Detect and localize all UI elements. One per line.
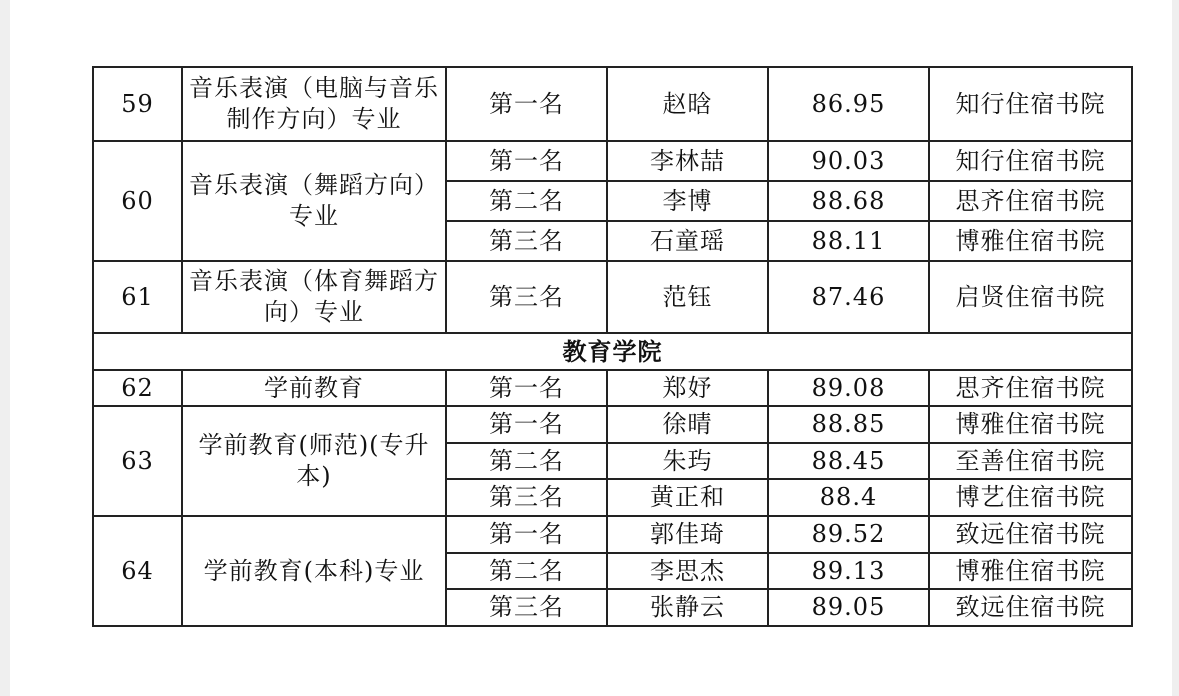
college-cell: 博艺住宿书院 — [929, 479, 1132, 516]
rank-cell: 第一名 — [446, 67, 607, 141]
table-row — [93, 370, 1132, 406]
college-cell: 博雅住宿书院 — [929, 406, 1132, 443]
score-cell: 88.45 — [768, 443, 929, 479]
college-cell: 知行住宿书院 — [929, 141, 1132, 181]
major-name: 音乐表演（电脑与音乐制作方向）专业 — [182, 67, 446, 141]
score-cell: 86.95 — [768, 67, 929, 141]
rank-cell: 第三名 — [446, 589, 607, 626]
score-cell: 88.4 — [768, 479, 929, 516]
college-cell: 启贤住宿书院 — [929, 261, 1132, 333]
row-number: 63 — [93, 406, 182, 516]
major-name: 音乐表演（舞蹈方向）专业 — [182, 141, 446, 261]
score-cell: 89.08 — [768, 370, 929, 406]
rank-cell: 第二名 — [446, 181, 607, 221]
college-cell: 思齐住宿书院 — [929, 181, 1132, 221]
section-row — [93, 333, 1132, 370]
score-cell: 89.52 — [768, 516, 929, 553]
student-name: 郑妤 — [607, 370, 768, 406]
rank-cell: 第二名 — [446, 443, 607, 479]
table-row — [93, 261, 1132, 333]
major-name: 音乐表演（体育舞蹈方向）专业 — [182, 261, 446, 333]
college-cell: 致远住宿书院 — [929, 589, 1132, 626]
rank-cell: 第二名 — [446, 553, 607, 589]
student-name: 李博 — [607, 181, 768, 221]
table-row — [93, 516, 1132, 553]
student-name: 徐晴 — [607, 406, 768, 443]
table-row — [93, 141, 1132, 181]
row-number: 60 — [93, 141, 182, 261]
score-cell: 88.85 — [768, 406, 929, 443]
student-name: 张静云 — [607, 589, 768, 626]
score-cell: 89.13 — [768, 553, 929, 589]
college-cell: 至善住宿书院 — [929, 443, 1132, 479]
table-row — [93, 406, 1132, 443]
student-name: 朱玙 — [607, 443, 768, 479]
rank-cell: 第一名 — [446, 141, 607, 181]
college-cell: 思齐住宿书院 — [929, 370, 1132, 406]
row-number: 62 — [93, 370, 182, 406]
score-cell: 90.03 — [768, 141, 929, 181]
rank-cell: 第一名 — [446, 370, 607, 406]
student-name: 李思杰 — [607, 553, 768, 589]
major-name: 学前教育(师范)(专升本) — [182, 406, 446, 516]
row-number: 59 — [93, 67, 182, 141]
student-name: 石童瑶 — [607, 221, 768, 261]
college-cell: 博雅住宿书院 — [929, 553, 1132, 589]
rank-cell: 第一名 — [446, 406, 607, 443]
major-name: 学前教育(本科)专业 — [182, 516, 446, 626]
score-cell: 88.11 — [768, 221, 929, 261]
score-cell: 88.68 — [768, 181, 929, 221]
score-cell: 89.05 — [768, 589, 929, 626]
college-cell: 致远住宿书院 — [929, 516, 1132, 553]
college-cell: 知行住宿书院 — [929, 67, 1132, 141]
student-name: 李林喆 — [607, 141, 768, 181]
rank-cell: 第三名 — [446, 221, 607, 261]
student-name: 赵晗 — [607, 67, 768, 141]
rank-cell: 第一名 — [446, 516, 607, 553]
student-name: 黄正和 — [607, 479, 768, 516]
rank-cell: 第三名 — [446, 261, 607, 333]
student-name: 范钰 — [607, 261, 768, 333]
award-table — [92, 66, 1133, 627]
rank-cell: 第三名 — [446, 479, 607, 516]
major-name: 学前教育 — [182, 370, 446, 406]
document-page — [10, 0, 1172, 696]
student-name: 郭佳琦 — [607, 516, 768, 553]
row-number: 61 — [93, 261, 182, 333]
table-row — [93, 67, 1132, 141]
college-cell: 博雅住宿书院 — [929, 221, 1132, 261]
row-number: 64 — [93, 516, 182, 626]
section-title: 教育学院 — [93, 333, 1132, 370]
score-cell: 87.46 — [768, 261, 929, 333]
